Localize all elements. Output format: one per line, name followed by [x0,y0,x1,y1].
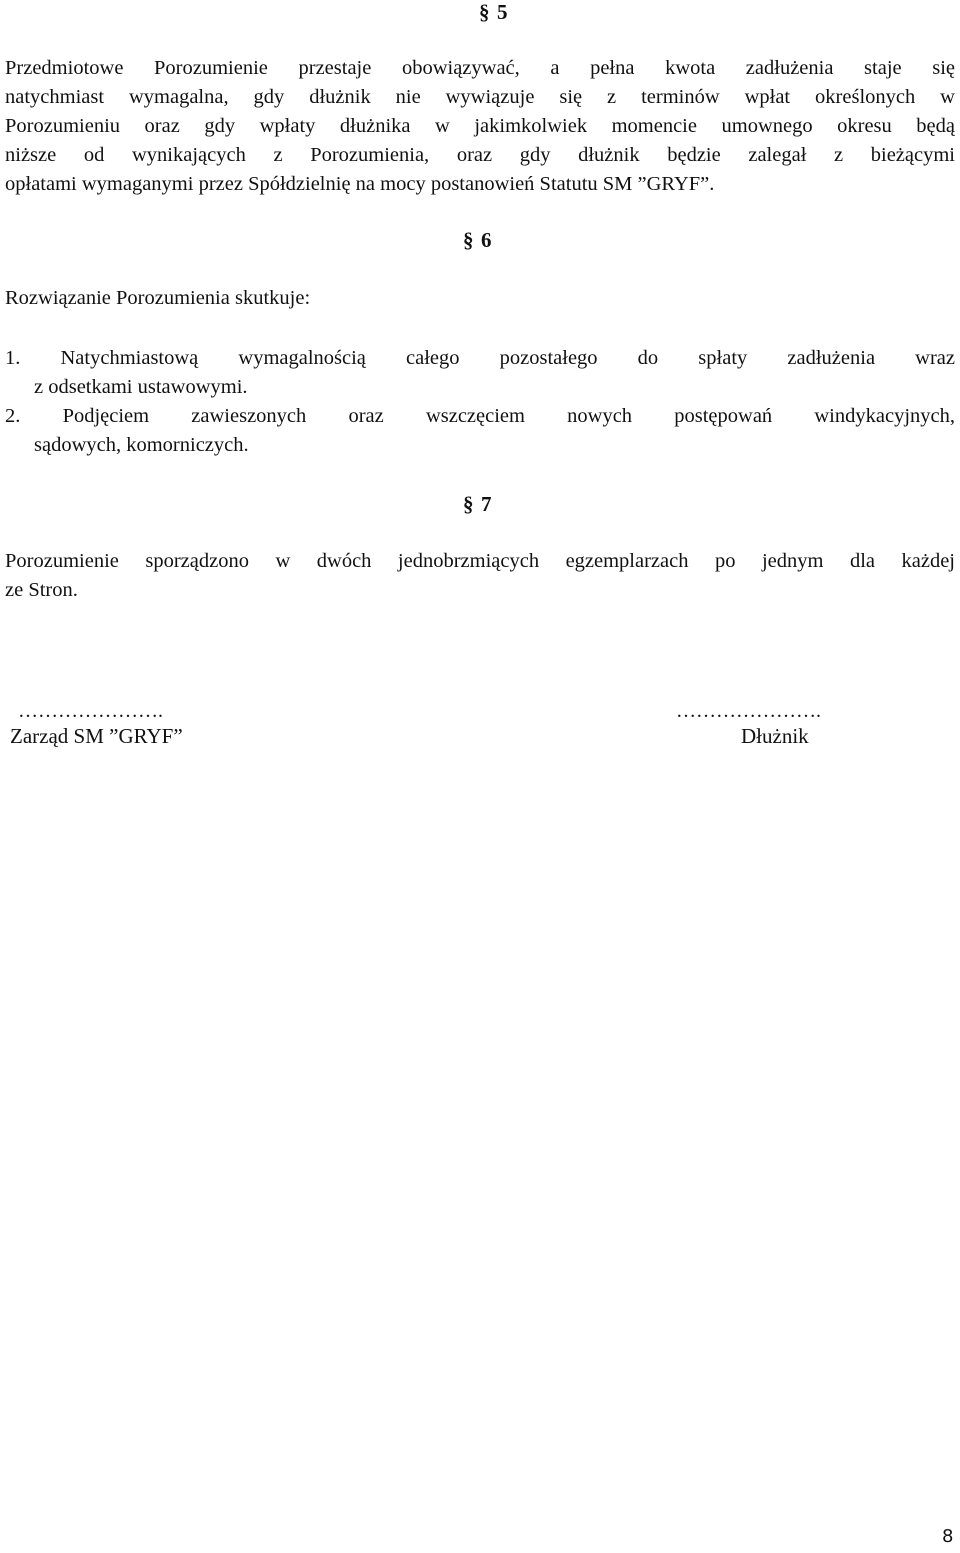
paragraph-line: Porozumienie sporządzono w dwóch jednobrzmiących egzemplarzach po jednym dla każdej [5,550,955,572]
section-sign: § [479,0,490,24]
paragraph-line: Porozumieniu oraz gdy wpłaty dłużnika w jakimkolwiek momencie umownego okresu będą [5,115,955,137]
list-item-1 [5,344,955,402]
list-item-line: 1. Natychmiastową wymagalnością całego pozostałego do spłaty zadłużenia wraz [5,347,955,369]
section-number: 7 [481,492,492,516]
section-sign: § [463,492,474,516]
paragraph-section-5 [5,54,955,199]
section-heading-5 [479,0,508,25]
paragraph-line: Przedmiotowe Porozumienie przestaje obowiązywać, a pełna kwota zadłużenia staje się [5,57,955,79]
signature-label-left: Zarząd SM ”GRYF” [10,724,183,748]
section-heading-7 [463,492,492,517]
section-number: 5 [497,0,508,24]
paragraph-section-7 [5,547,955,605]
page-number: 8 [942,1526,954,1547]
section-heading-6 [463,228,492,253]
signature-line-left: …………………. [18,700,163,722]
section-6-intro: Rozwiązanie Porozumienia skutkuje: [5,287,311,309]
list-item-2 [5,402,955,460]
paragraph-line: natychmiast wymagalna, gdy dłużnik nie wywiązuje się z terminów wpłat określonych w [5,86,955,108]
list-item-line: 2. Podjęciem zawieszonych oraz wszczęciem nowych postępowań windykacyjnych, [5,405,955,427]
section-number: 6 [481,228,492,252]
section-sign: § [463,228,474,252]
list-item-line: z odsetkami ustawowymi. [34,376,248,398]
signature-label-right: Dłużnik [741,724,809,748]
signature-line-right: …………………. [676,700,821,722]
paragraph-line: opłatami wymaganymi przez Spółdzielnię na mocy postanowień Statutu SM ”GRYF”. [5,173,715,195]
list-item-line: sądowych, komorniczych. [34,434,249,456]
paragraph-line: niższe od wynikających z Porozumienia, oraz gdy dłużnik będzie zalegał z bieżącymi [5,144,955,166]
paragraph-line: ze Stron. [5,579,78,601]
